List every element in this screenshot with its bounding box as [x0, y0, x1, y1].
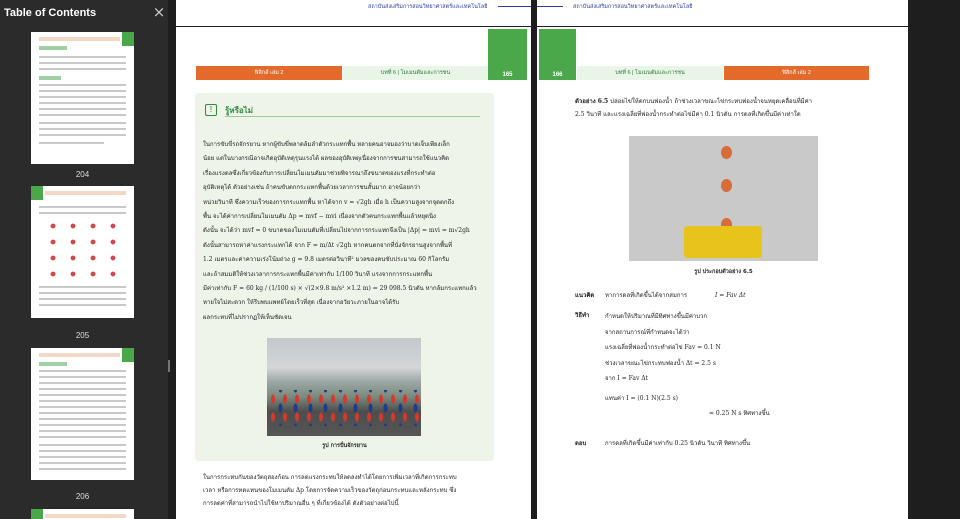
- close-icon[interactable]: ×: [152, 3, 166, 21]
- book-title-tab: ฟิสิกส์ เล่ม 2: [724, 66, 869, 80]
- figure-caption: รูป ประกอบตัวอย่าง 6.5: [694, 269, 753, 275]
- thumbnail-label: 206: [75, 492, 90, 501]
- thumbnail-label: 205: [75, 331, 90, 340]
- sidebar-scrollbar[interactable]: [168, 360, 170, 372]
- answer-text: การดลที่เกิดขึ้นมีค่าเท่ากับ 0.25 นิวตัน วินาที ทิศทางขึ้น: [605, 440, 751, 447]
- thumbnail-label: 204: [75, 170, 90, 179]
- running-header: สถาบันส่งเสริมการสอนวิทยาศาสตร์และเทคโนโลยี: [573, 4, 693, 10]
- example-statement: ตัวอย่าง 6.5 ปล่อยไข่ให้ตกบนฟองน้ำ ถ้าช่วงเวลาขณะไข่กระทบฟองน้ำจนหยุดเคลื่อนที่มีค่า 2.5 วินาที และแรงเฉลี่ยที่ฟองน้ำกระทำต่อไข่มีค่า 0.1 นิวตัน การดลที่เกิดขึ้นมีค่าเท่าใด: [575, 98, 813, 119]
- analysis-text: หาการดลที่เกิดขึ้นได้จากสมการ: [605, 292, 688, 299]
- cycling-photo: [267, 338, 421, 436]
- did-you-know-box: [195, 93, 494, 461]
- chapter-tab: บทที่ 6 | โมเมนตัมและการชน: [577, 66, 723, 80]
- running-header: สถาบันส่งเสริมการสอนวิทยาศาสตร์และเทคโนโลยี: [368, 4, 488, 10]
- box-paragraph: ในการขับขี่รถจักรยาน หากผู้ขับขี่พลาดล้มลำตัวกระแทกพื้น หลายคนอาจมองว่าบาดเจ็บเพียงเล็ก น้อย แต่ในบางกรณีอาจเกิดอุบัติเหตุรุนแรงได้ ผลของอุบัติเหตุเนื่องจากการชนสามารถใช้แนวคิด เรื่องแรงดลซึ่งเกี่ยวข้องกับการเปลี่ยนโมเมนตัมมาช่วยพิจารณาถึงขนาดของแรงที่กระทำต่อ อุบัติเหตุได้ ตัวอย่างเช่น ถ้าคนขับตกกระแทกพื้นด้วยเวลาการชนสั้นมาก อาจน้อยกว่า หน่วยวินาที ซึ่งความเร็วของการกระแทกพื้น หาได้จาก v = √2gh เมื่อ h เป็นความสูงจากจุดตกถึง พื้น จะได้ค่าการเปลี่ยนโมเมนตัม Δp = mvf − mvi เนื่องจากตัวคนกระแทกพื้นแล้วหยุดนิ่ง ดังนั้น จะได้ว่า mvf = 0 ขนาดของโมเมนตัมที่เปลี่ยนไปจากการกระแทกจึงเป็น |Δp| = mvi = m√2gh ดังนั้นสามารถหาค่าแรงกระแทกได้ จาก F = m/Δt √2gh หากคนตกจากที่นั่งจักรยานสูงจากพื้นที่ 1.2 เมตรและค่าความเร่งโน้มถ่วง g = 9.8 เมตรต่อวินาที² มวลของคนขับประมาณ 60 กิโลกรัม และถ้าสมมติให้ช่วงเวลาการกระแทกพื้นมีค่าเท่ากับ 1/100 วินาที แรงจากการกระแทกพื้น มีค่าเท่ากับ F = 60 kg / (1/100 s) × √(2×9.8 m/s² ×1.2 m) = 29 098.5 นิวตัน หากล้มกระแทกแล้ว หายใจไม่สะดวก ให้รีบพบแพทย์โดยเร็วที่สุด เนื่องจากอวัยวะภายในอาจได้รับ ผลกระทบที่ไม่ปรากฏให้เห็นชัดเจน: [203, 141, 477, 321]
- analysis-equation: I = Fav Δt: [715, 292, 746, 299]
- solution-label: วิธีทำ: [575, 312, 590, 319]
- solution-steps: กำหนดให้ปริมาณที่มีทิศทางขึ้นมีค่าบวก จากสถานการณ์ที่กำหนดจะได้ว่า แรงเฉลี่ยที่ฟองน้ำกระทำต่อไข่ Fav = 0.1 N ช่วงเวลาขณะไข่กระทบฟองน้ำ Δt = 2.5 s จาก I = Fav Δt แทนค่า I = (0.1 N)(2.5 s) = 0.25 N s ทิศทางขึ้น: [605, 313, 770, 417]
- page-thumbnail-206[interactable]: [31, 348, 134, 480]
- answer-label: ตอบ: [575, 440, 587, 447]
- page-165: [176, 0, 531, 519]
- page-thumbnail-205[interactable]: [31, 186, 134, 318]
- box-title: รู้หรือไม่: [225, 106, 253, 115]
- toc-title: Table of Contents: [4, 7, 97, 19]
- example-label: ตัวอย่าง 6.5: [575, 98, 609, 105]
- page-number: 165: [488, 29, 527, 80]
- lightbulb-icon: !: [205, 104, 217, 116]
- page-thumbnail-204[interactable]: [31, 32, 134, 164]
- egg-sponge-figure: [629, 136, 818, 261]
- photo-caption: รูป การปั่นจักรยาน: [322, 443, 367, 449]
- analysis-label: แนวคิด: [575, 292, 595, 299]
- toc-sidebar: [0, 0, 168, 519]
- body-paragraph: ในการกระทบกันของวัตถุสองก้อน การลดแรงกระทบให้ลดลงทำได้โดยการเพิ่มเวลาที่เกิดการกระทบ เวลา หรือการทดแทนของโมเมนตัม Δp โดยการจัดความเร็วของวัตถุก่อนกระทบและหลังกระทบ ซึ่ง การลดค่าที่สามารถนำไปใช้หาปริมาณอื่น ๆ ที่เกี่ยวข้องได้ ดังตัวอย่างต่อไปนี้: [203, 474, 457, 507]
- book-title-tab: ฟิสิกส์ เล่ม 2: [196, 66, 342, 80]
- chapter-tab: บทที่ 6 | โมเมนตัมและการชน: [343, 66, 488, 80]
- page-thumbnail-207[interactable]: [31, 509, 134, 519]
- page-number: 166: [539, 29, 576, 80]
- page-166: [537, 0, 908, 519]
